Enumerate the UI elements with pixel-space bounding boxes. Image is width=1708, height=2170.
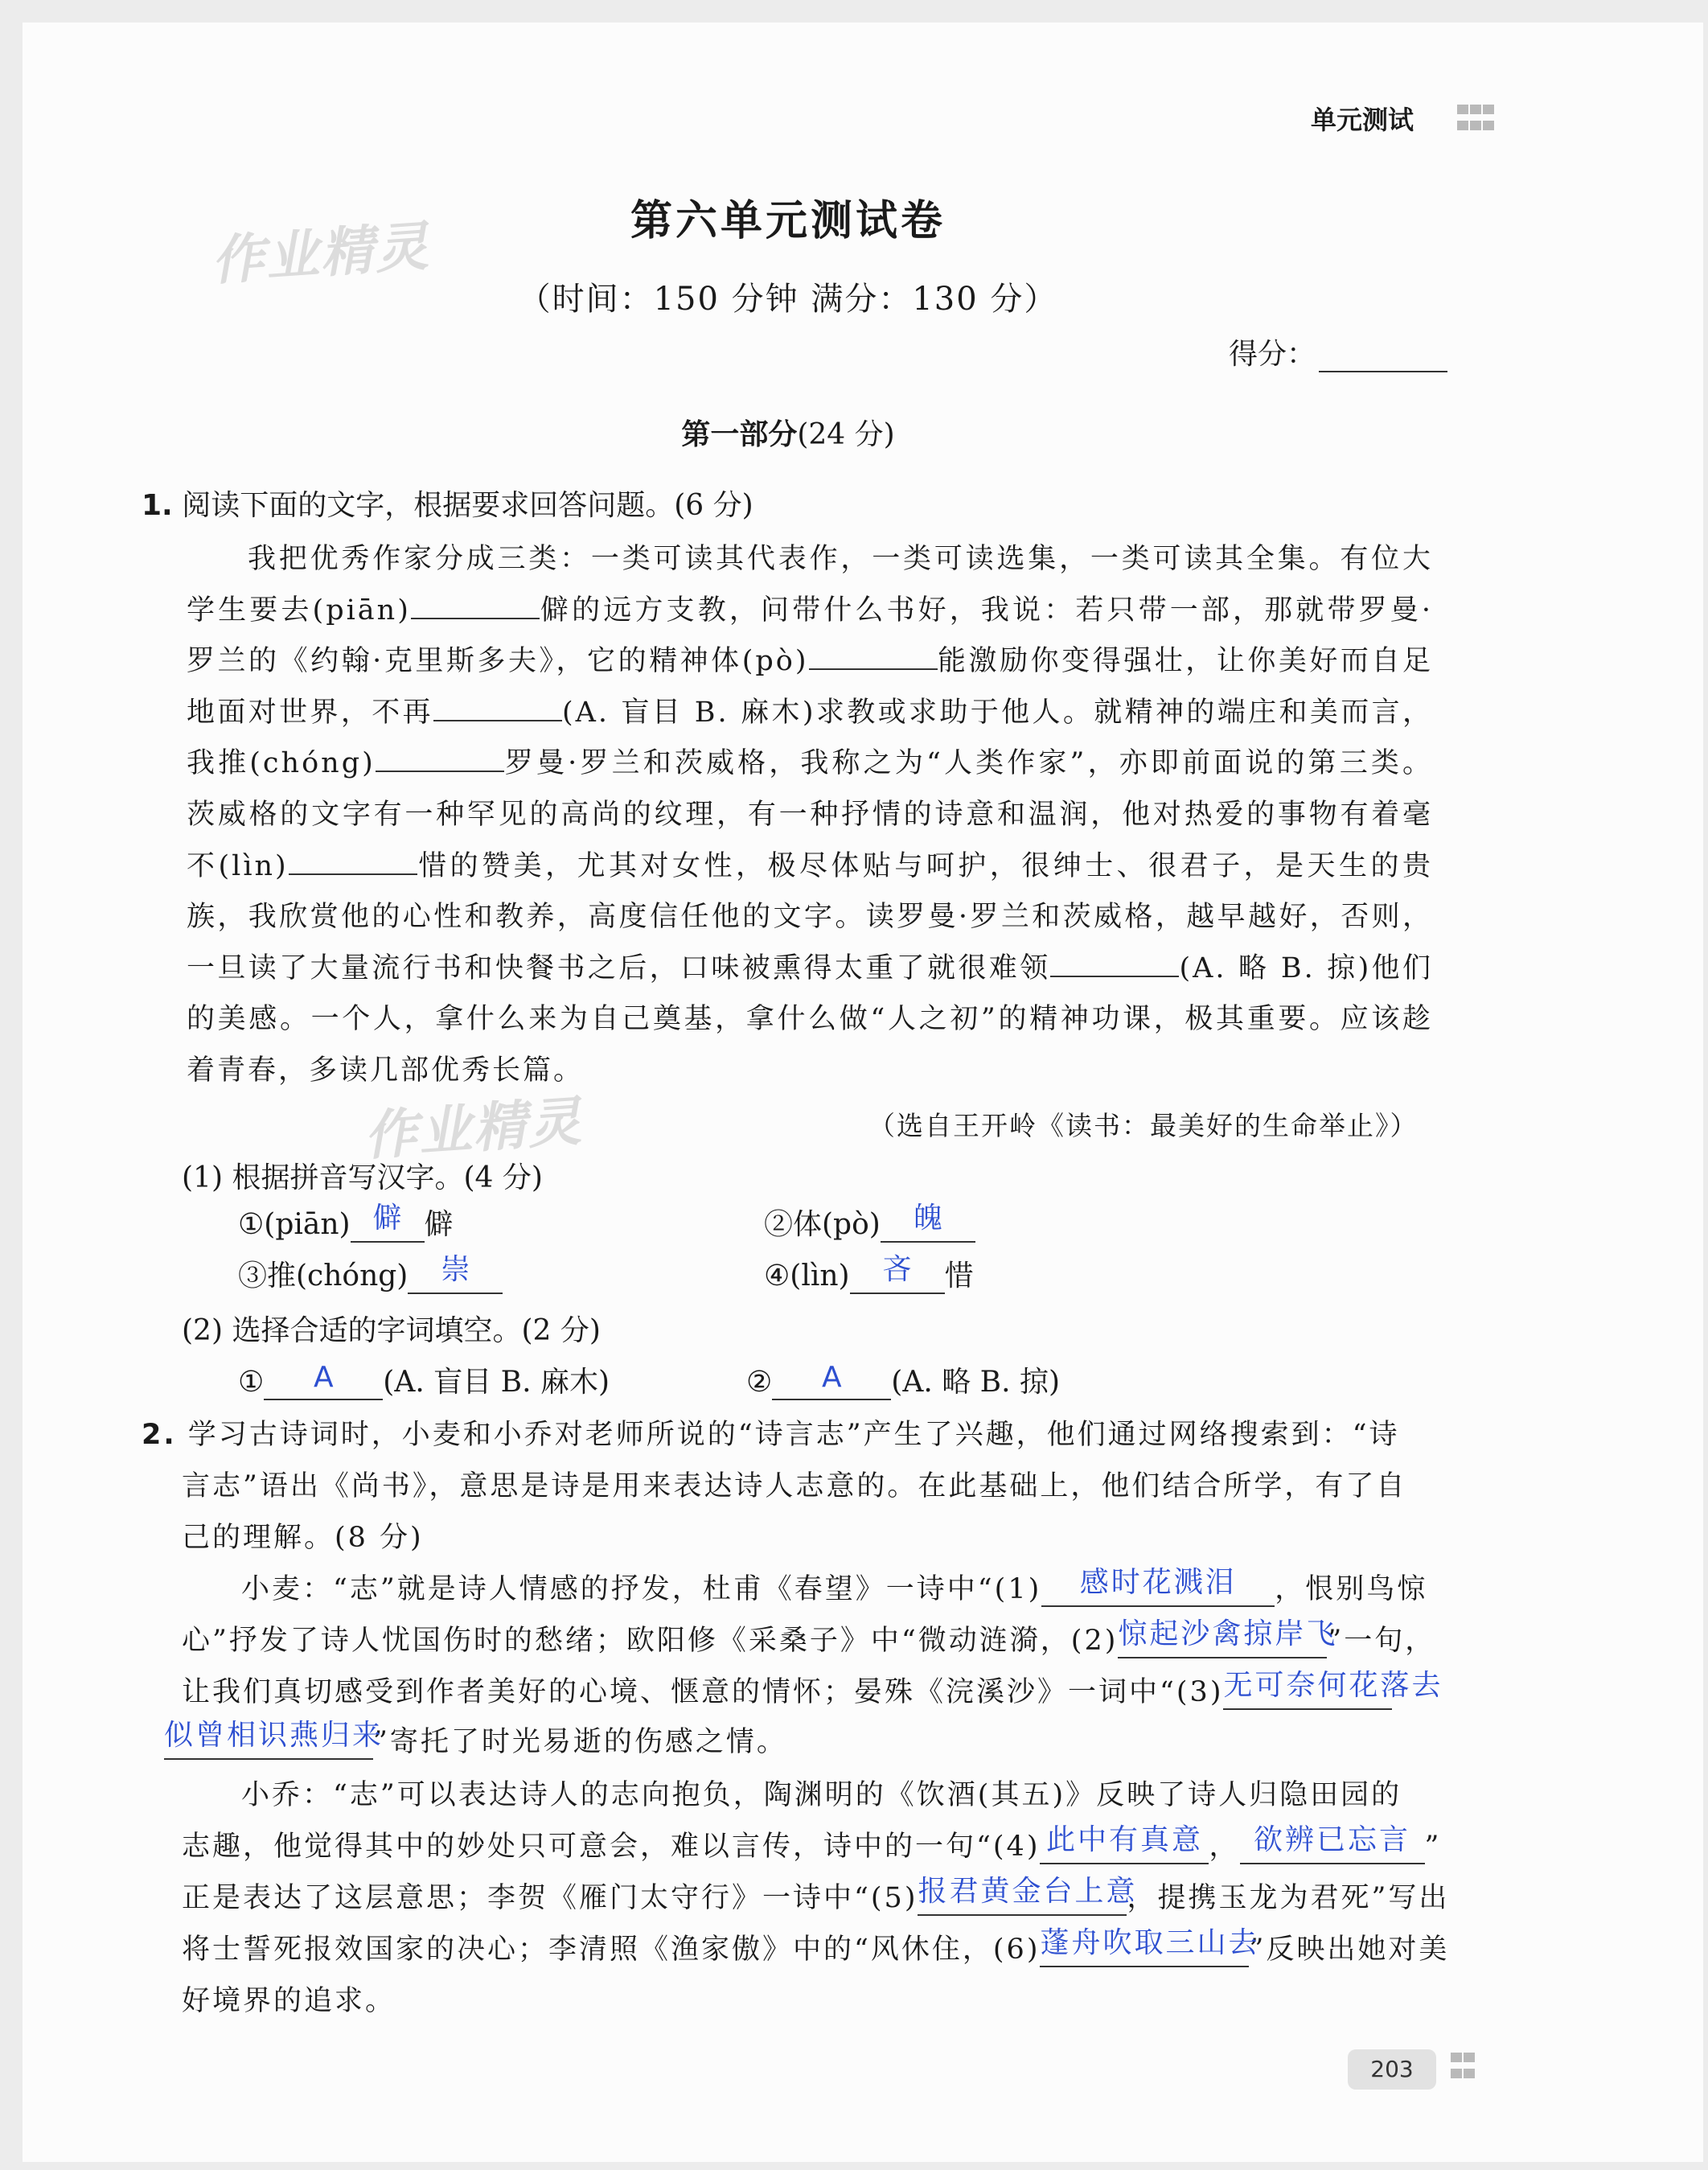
q2-stem-line-1 bbox=[142, 1412, 1399, 1453]
text-seg: 将士誓死报效国家的决心；李清照《渔家傲》中的“风休住，(6) bbox=[182, 1934, 1041, 1966]
handwritten-answer: 崇 bbox=[441, 1253, 470, 1286]
answer-blank[interactable] bbox=[264, 1361, 383, 1400]
passage-blank bbox=[1050, 951, 1179, 977]
handwritten-answer: 此中有真意 bbox=[1045, 1823, 1203, 1856]
answer-blank[interactable] bbox=[1118, 1617, 1338, 1658]
q1-sub2-item-1 bbox=[238, 1359, 610, 1400]
passage-blank bbox=[289, 849, 417, 875]
answer-blank[interactable] bbox=[1040, 1926, 1260, 1967]
q1-stem-text: 阅读下面的文字，根据要求回答问题。(6 分) bbox=[182, 489, 753, 522]
q1-sub1-item-3 bbox=[238, 1253, 503, 1294]
text-seg: ”寄托了时光易逝的伤感之情。 bbox=[373, 1726, 787, 1758]
handwritten-answer: A bbox=[821, 1361, 842, 1394]
text-seg: ，恨别鸟惊 bbox=[1275, 1573, 1428, 1605]
answer-blank[interactable] bbox=[881, 1202, 975, 1243]
watermark-middle: 作业精灵 bbox=[362, 1090, 585, 1168]
answer-blank[interactable] bbox=[1223, 1669, 1443, 1710]
passage-blank bbox=[433, 696, 562, 721]
item-suffix: 惜 bbox=[944, 1260, 974, 1293]
handwritten-answer: A bbox=[313, 1361, 334, 1394]
handwritten-answer: 蓬舟吹取三山去 bbox=[1040, 1926, 1260, 1959]
q1-sub1-item-2 bbox=[764, 1202, 975, 1243]
q2-stem-text: 学习古诗词时，小麦和小乔对老师所说的“诗言志”产生了兴趣，他们通过网络搜索到：“诗 bbox=[187, 1419, 1400, 1451]
header-decoration bbox=[1457, 105, 1502, 129]
q2-stem-line-2: 言志”语出《尚书》，意思是诗是用来表达诗人志意的。在此基础上，他们结合所学，有了自 bbox=[182, 1470, 1407, 1502]
passage-seg: (A. 盲目 B. 麻木)求教或求助于他人。就精神的端庄和美而言，我推(chóng) bbox=[187, 696, 1433, 780]
passage-seg: 我把优秀作家分成三类：一类可读其代表作，一类可读选集，一类可读其全集。有位大学生要去(piān) bbox=[187, 543, 1433, 627]
q1-number: 1. bbox=[142, 489, 173, 522]
handwritten-answer: 报君黄金台上意 bbox=[918, 1875, 1138, 1908]
section-heading bbox=[0, 412, 1576, 453]
item-prefix: ① bbox=[238, 1366, 265, 1399]
score-label: 得分： bbox=[1229, 338, 1316, 371]
text-seg: ”一句， bbox=[1327, 1625, 1436, 1657]
answer-blank[interactable] bbox=[1240, 1823, 1425, 1864]
passage-blank bbox=[376, 746, 504, 772]
q1-stem bbox=[142, 483, 753, 524]
q2-p1-line-1 bbox=[241, 1567, 1427, 1607]
handwritten-answer: 惊起沙禽掠岸飞 bbox=[1118, 1617, 1338, 1650]
section-points: (24 分) bbox=[797, 418, 895, 451]
answer-blank[interactable] bbox=[772, 1361, 891, 1400]
q2-p1-line-2 bbox=[182, 1618, 1435, 1658]
answer-blank[interactable] bbox=[351, 1202, 425, 1243]
q2-p2-line-3 bbox=[182, 1876, 1449, 1916]
item-suffix: 僻 bbox=[424, 1208, 454, 1241]
handwritten-answer: 吝 bbox=[882, 1253, 912, 1286]
page-number: 203 bbox=[1348, 2049, 1436, 2090]
q2-p2-line-5: 好境界的追求。 bbox=[182, 1985, 396, 2017]
handwritten-answer: 似曾相识燕归来 bbox=[164, 1719, 384, 1752]
q2-number: 2. bbox=[142, 1419, 177, 1451]
item-prefix: ③推(chóng) bbox=[238, 1260, 409, 1293]
item-prefix: ①(piān) bbox=[238, 1208, 351, 1241]
section-title: 第一部分 bbox=[681, 417, 798, 451]
q2-p1-line-3 bbox=[182, 1669, 1443, 1710]
q2-stem-line-3: 己的理解。(8 分) bbox=[182, 1522, 424, 1554]
answer-blank[interactable] bbox=[1041, 1566, 1275, 1607]
passage-seg: 罗曼·罗兰和茨威格，我称之为“人类作家”，亦即前面说的第三类。茨威格的文字有一种罕见的高尚的纹理，有一种抒情的诗意和温润，他对热爱的事物有着毫不(lìn) bbox=[187, 747, 1433, 882]
text-seg: 让我们真切感受到作者美好的心境、惬意的情怀；晏殊《浣溪沙》一词中“(3) bbox=[182, 1676, 1224, 1708]
q1-sub1-item-4 bbox=[764, 1253, 974, 1294]
passage-seg: 僻的远方支教，问带什么书好，我说：若只带一部，那就带罗曼·罗兰的《约翰·克里斯多夫》，它的精神体(pò) bbox=[187, 594, 1433, 678]
q1-sub1-item-1 bbox=[238, 1202, 454, 1243]
q1-sub1-label: (1) 根据拼音写汉字。(4 分) bbox=[182, 1161, 543, 1194]
item-options: (A. 略 B. 掠) bbox=[891, 1366, 1061, 1399]
handwritten-answer: 感时花溅泪 bbox=[1079, 1566, 1237, 1599]
passage-blank bbox=[411, 594, 540, 619]
text-seg: ” bbox=[1424, 1831, 1442, 1863]
text-seg: 心”抒发了诗人忧国伤时的愁绪；欧阳修《采桑子》中“微动涟漪，(2) bbox=[182, 1625, 1119, 1657]
passage-seg: 能激励你变得强壮，让你美好而自足地面对世界，不再 bbox=[187, 645, 1433, 729]
answer-blank[interactable] bbox=[408, 1253, 503, 1294]
handwritten-answer: 欲辨已忘言 bbox=[1253, 1823, 1410, 1856]
q1-passage bbox=[187, 534, 1433, 1097]
handwritten-answer: 无可奈何花落去 bbox=[1223, 1669, 1443, 1702]
passage-seg: 惜的赞美，尤其对女性，极尽体贴与呵护，很绅士、很君子，是天生的贵族，我欣赏他的心性和教养，高度信任他的文字。读罗曼·罗兰和茨威格，越早越好，否则，一旦读了大量流行书和快餐书之后，口味被熏得太重了就很难领 bbox=[187, 849, 1433, 984]
q1-sub2-item-2 bbox=[746, 1359, 1060, 1400]
answer-blank[interactable] bbox=[1040, 1823, 1209, 1864]
q2-p1-line-4 bbox=[164, 1720, 787, 1760]
item-prefix: ④(lìn) bbox=[764, 1260, 850, 1293]
page-subtitle: （时间：150 分钟 满分：130 分） bbox=[518, 281, 1058, 318]
text-seg: ，提携玉龙为君死”写出 bbox=[1127, 1882, 1450, 1914]
q1-sub2-label: (2) 选择合适的字词填空。(2 分) bbox=[182, 1314, 601, 1347]
handwritten-answer: 魄 bbox=[913, 1202, 942, 1235]
score-field bbox=[1229, 331, 1447, 372]
text-seg: 志趣，他觉得其中的妙处只可意会，难以言传，诗中的一句“(4) bbox=[182, 1831, 1041, 1863]
item-options: (A. 盲目 B. 麻木) bbox=[383, 1366, 610, 1399]
text-seg: 小麦：“志”就是诗人情感的抒发，杜甫《春望》一诗中“(1) bbox=[241, 1573, 1042, 1605]
watermark-top: 作业精灵 bbox=[209, 215, 432, 293]
score-blank[interactable] bbox=[1319, 342, 1447, 372]
item-prefix: ②体(pò) bbox=[764, 1208, 881, 1241]
passage-source: （选自王开岭《读书：最美好的生命举止》） bbox=[868, 1110, 1419, 1141]
item-prefix: ② bbox=[746, 1366, 773, 1399]
page-title: 第六单元测试卷 bbox=[630, 196, 946, 245]
passage-seg: (A. 略 B. 掠)他们的美感。一个人，拿什么来为自己奠基，拿什么做“人之初”的精神功课，极其重要。应该趁着青春，多读几部优秀长篇。 bbox=[187, 951, 1433, 1087]
q2-p2-line-1: 小乔：“志”可以表达诗人的志向抱负，陶渊明的《饮酒(其五)》反映了诗人归隐田园的 bbox=[241, 1779, 1402, 1811]
text-seg: 正是表达了这层意思；李贺《雁门太守行》一诗中“(5) bbox=[182, 1882, 918, 1914]
text-seg: ”反映出她对美 bbox=[1249, 1934, 1450, 1966]
q2-p2-line-4 bbox=[182, 1927, 1449, 1967]
footer-decoration bbox=[1451, 2053, 1496, 2085]
answer-blank[interactable] bbox=[918, 1875, 1138, 1916]
answer-blank[interactable] bbox=[850, 1253, 945, 1294]
header-label: 单元测试 bbox=[1311, 105, 1414, 135]
handwritten-answer: 僻 bbox=[372, 1202, 402, 1235]
answer-blank[interactable] bbox=[164, 1719, 384, 1760]
text-seg: ， bbox=[1209, 1831, 1240, 1863]
passage-blank bbox=[809, 644, 938, 670]
q2-p2-line-2 bbox=[182, 1824, 1441, 1864]
